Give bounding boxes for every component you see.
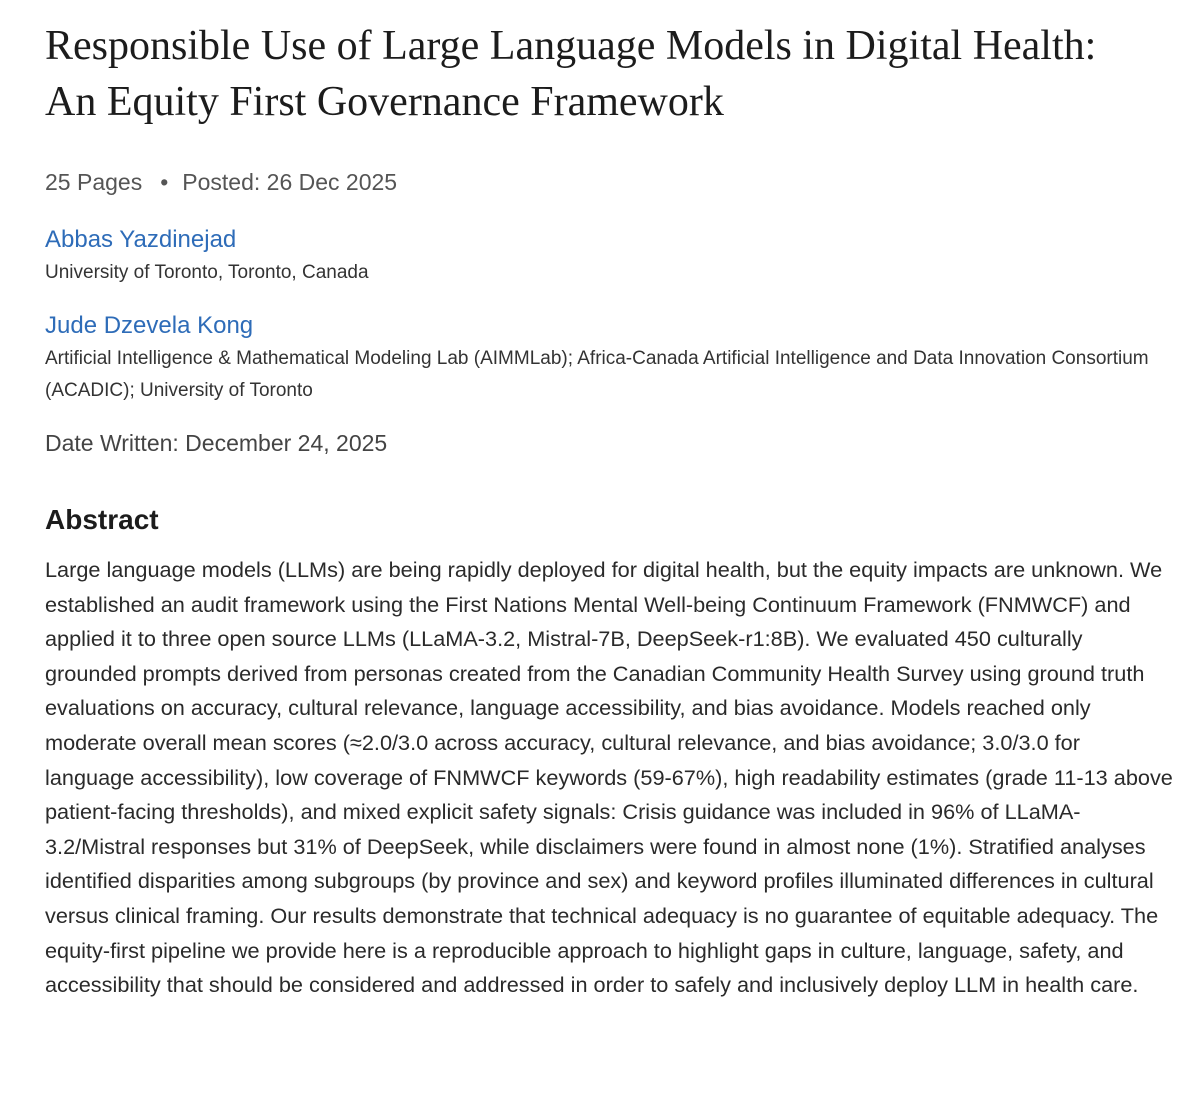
paper-page [45,18,1175,1003]
author-affiliation: University of Toronto, Toronto, Canada [45,262,369,283]
author-affiliation: Artificial Intelligence & Mathematical Modeling Lab (AIMMLab); Africa-Canada Artificial Intelligence and Data Innovation Consortium (ACADIC); University of Toronto [45,348,1149,401]
author-link[interactable]: Abbas Yazdinejad [45,226,237,253]
author-block [45,224,1175,289]
author-link[interactable]: Jude Dzevela Kong [45,312,254,339]
paper-title: Responsible Use of Large Language Models in Digital Health: An Equity First Governance Framework [45,23,1097,125]
author-block [45,310,1175,407]
date-written: Date Written: December 24, 2025 [45,430,388,456]
abstract-text: Large language models (LLMs) are being rapidly deployed for digital health, but the equity impacts are unknown. We established an audit framework using the First Nations Mental Well-being Continuum Framework (FNMWCF) and applied it to three open source LLMs (LLaMA-3.2, Mistral-7B, DeepSeek-r1:8B). We evaluated 450 culturally grounded prompts derived from personas created from the Canadian Community Health Survey using ground truth evaluations on accuracy, cultural relevance, language accessibility, and bias avoidance. Models reached only moderate overall mean scores (≈2.0/3.0 across accuracy, cultural relevance, and bias avoidance; 3.0/3.0 for language accessibility), low coverage of FNMWCF keywords (59-67%), high readability estimates (grade 11-13 above patient-facing thresholds), and mixed explicit safety signals: Crisis guidance was included in 96% of LLaMA-3.2/Mistral responses but 31% of DeepSeek, while disclaimers were found in almost none (1%). Stratified analyses identified disparities among subgroups (by province and sex) and keyword profiles illuminated differences in cultural versus clinical framing. Our results demonstrate that technical adequacy is no guarantee of equitable adequacy. The equity-first pipeline we provide here is a reproducible approach to highlight gaps in culture, language, safety, and accessibility that should be considered and addressed in order to safely and inclusively deploy LLM in health care. [45,557,1173,998]
page-count: 25 Pages [45,169,143,195]
abstract-heading: Abstract [45,504,159,535]
paper-meta [45,166,1175,198]
meta-separator: • [160,169,169,195]
posted-date: Posted: 26 Dec 2025 [182,169,398,195]
